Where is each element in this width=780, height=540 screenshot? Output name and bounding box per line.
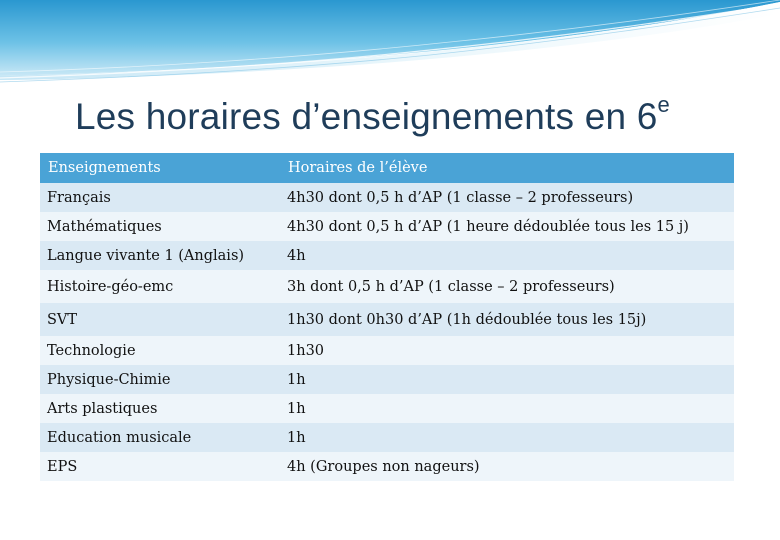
subject-cell: Technologie xyxy=(40,336,280,365)
header-subject: Enseignements xyxy=(40,153,280,183)
subject-cell: Physique-Chimie xyxy=(40,365,280,394)
hours-cell: 1h30 dont 0h30 d’AP (1h dédoublée tous les 15j) xyxy=(280,303,734,336)
hours-cell: 4h xyxy=(280,241,734,270)
header-hours: Horaires de l’élève xyxy=(280,153,734,183)
table-row xyxy=(40,183,734,212)
hours-cell: 1h xyxy=(280,365,734,394)
subject-cell: EPS xyxy=(40,452,280,481)
table-row xyxy=(40,241,734,270)
subject-cell: Arts plastiques xyxy=(40,394,280,423)
table-row xyxy=(40,336,734,365)
hours-cell: 4h30 dont 0,5 h d’AP (1 heure dédoublée tous les 15 j) xyxy=(280,212,734,241)
subject-cell: Mathématiques xyxy=(40,212,280,241)
subject-cell: Français xyxy=(40,183,280,212)
hours-cell: 3h dont 0,5 h d’AP (1 classe – 2 professeurs) xyxy=(280,270,734,303)
hours-cell: 1h xyxy=(280,423,734,452)
hours-cell: 4h (Groupes non nageurs) xyxy=(280,452,734,481)
hours-cell: 1h30 xyxy=(280,336,734,365)
decorative-wave-banner xyxy=(0,0,780,90)
subject-cell: Langue vivante 1 (Anglais) xyxy=(40,241,280,270)
table-row xyxy=(40,270,734,303)
slide-title-superscript: e xyxy=(657,92,670,117)
table-row xyxy=(40,452,734,481)
table-row xyxy=(40,394,734,423)
table-row xyxy=(40,423,734,452)
hours-cell: 1h xyxy=(280,394,734,423)
subject-cell: Education musicale xyxy=(40,423,280,452)
subject-cell: Histoire-géo-emc xyxy=(40,270,280,303)
schedule-table xyxy=(40,153,734,481)
table-row xyxy=(40,212,734,241)
slide-title-text: Les horaires d’enseignements en 6 xyxy=(75,96,658,137)
table-row xyxy=(40,365,734,394)
hours-cell: 4h30 dont 0,5 h d’AP (1 classe – 2 professeurs) xyxy=(280,183,734,212)
table-row xyxy=(40,303,734,336)
slide-title xyxy=(75,92,670,138)
table-header-row xyxy=(40,153,734,183)
subject-cell: SVT xyxy=(40,303,280,336)
